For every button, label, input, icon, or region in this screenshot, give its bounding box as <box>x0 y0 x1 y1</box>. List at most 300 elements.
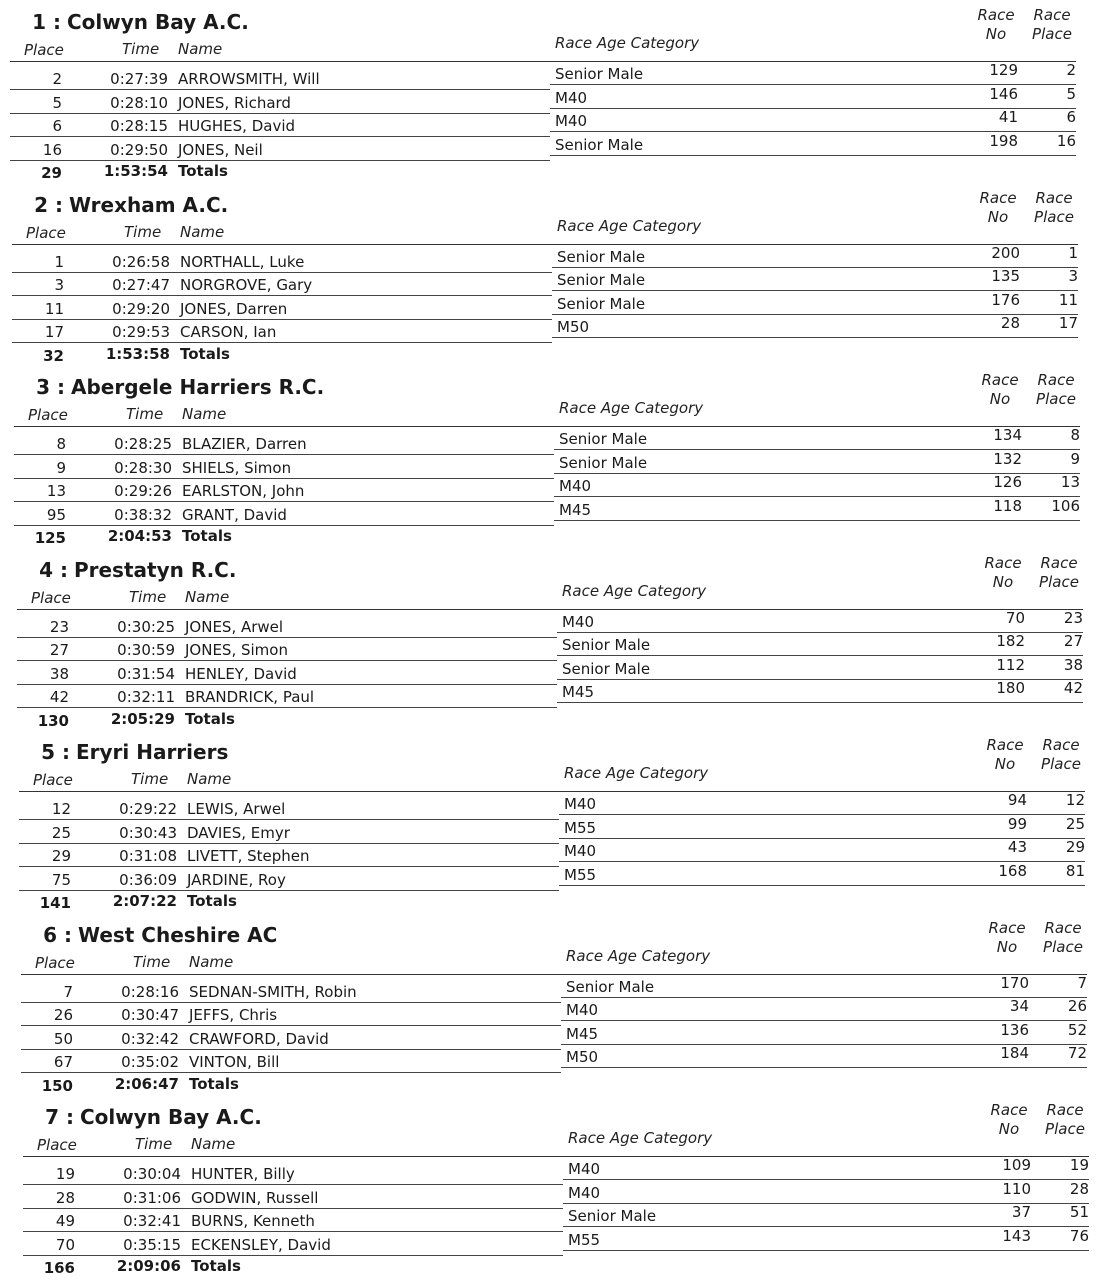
runner-name: HUNTER, Billy <box>191 1165 295 1183</box>
runner-category: M45 <box>559 500 592 519</box>
header-race-place-line2: Place <box>1039 572 1079 591</box>
runner-row <box>10 84 1076 112</box>
team-rank: 2 <box>34 192 48 217</box>
team-name: West Cheshire AC <box>77 922 278 947</box>
runner-name: CARSON, Ian <box>180 323 277 341</box>
totals-row <box>12 344 1072 367</box>
runner-race-place: 42 <box>1063 679 1083 697</box>
header-race-no <box>979 736 1031 774</box>
totals-row <box>23 1256 1083 1279</box>
totals-row <box>17 709 1077 732</box>
runner-time: 0:30:25 <box>117 617 175 636</box>
header-name: Name <box>180 222 225 241</box>
header-race-place <box>1030 371 1082 409</box>
runner-race-place: 76 <box>1069 1226 1089 1245</box>
runner-race-place: 5 <box>1066 84 1076 103</box>
header-category: Race Age Category <box>555 34 700 52</box>
runner-race-no: 99 <box>1007 814 1027 833</box>
runner-time: 0:29:50 <box>110 140 168 159</box>
runner-row <box>17 679 1083 706</box>
runner-place: 38 <box>49 664 69 683</box>
team-block <box>21 918 1087 1103</box>
runner-time: 0:32:11 <box>117 688 175 706</box>
header-time: Time <box>126 405 164 423</box>
runner-row <box>12 290 1078 318</box>
runner-time: 0:30:43 <box>119 823 177 842</box>
runner-row <box>19 791 1085 818</box>
header-race-no-line2: No <box>998 1120 1020 1138</box>
header-rule <box>21 974 1087 975</box>
header-time: Time <box>131 770 169 788</box>
runner-category: Senior Male <box>555 65 644 83</box>
runner-time: 0:31:08 <box>119 847 177 865</box>
runner-row <box>23 1179 1089 1207</box>
header-race-place-line2: Place <box>1041 755 1081 773</box>
runner-name: JONES, Richard <box>178 93 291 112</box>
header-time: Time <box>122 40 160 58</box>
runner-name: VINTON, Bill <box>189 1053 280 1071</box>
runner-row <box>12 243 1078 271</box>
header-time: Time <box>135 1135 173 1153</box>
runner-time: 0:30:47 <box>121 1006 179 1024</box>
header-rule <box>23 1156 1089 1157</box>
runner-race-no: 129 <box>989 61 1018 79</box>
runner-race-no: 70 <box>1005 608 1025 627</box>
runner-place: 25 <box>51 823 71 842</box>
runner-place: 67 <box>53 1053 73 1071</box>
runner-row <box>21 973 1087 1001</box>
header-race-place-line1: Race <box>1035 188 1073 207</box>
runner-name: GODWIN, Russell <box>191 1188 319 1207</box>
runner-place: 2 <box>52 70 62 88</box>
runner-race-place: 106 <box>1051 496 1080 515</box>
runner-race-no: 168 <box>998 861 1027 880</box>
runner-place: 26 <box>53 1006 73 1024</box>
runner-name: JONES, Neil <box>178 140 263 159</box>
team-rank-separator: : <box>55 740 70 764</box>
runner-row <box>17 655 1083 683</box>
runner-row <box>14 426 1080 453</box>
totals-row <box>19 891 1079 914</box>
runner-time: 0:32:41 <box>123 1212 181 1230</box>
runner-race-place: 13 <box>1060 473 1080 491</box>
runner-category: Senior Male <box>559 430 648 448</box>
header-place: Place <box>28 406 68 424</box>
runner-race-place: 11 <box>1058 290 1078 309</box>
header-race-no-line1: Race <box>988 918 1026 937</box>
runner-race-place: 16 <box>1056 131 1076 150</box>
total-points: 32 <box>43 346 64 365</box>
runner-race-place: 6 <box>1066 108 1076 126</box>
runner-place: 3 <box>54 276 64 294</box>
runner-name: SHIELS, Simon <box>182 458 292 477</box>
header-category: Race Age Category <box>559 399 704 417</box>
runner-time: 0:29:22 <box>119 800 177 818</box>
runner-name: LEWIS, Arwel <box>187 800 286 818</box>
totals-label: Totals <box>178 162 228 180</box>
runner-race-place: 9 <box>1070 449 1080 468</box>
runner-race-no: 198 <box>989 131 1018 150</box>
runner-race-no: 200 <box>991 243 1020 262</box>
totals-label: Totals <box>185 709 235 728</box>
runner-row <box>19 861 1085 889</box>
runner-name: JEFFS, Chris <box>189 1006 278 1024</box>
runner-place: 75 <box>51 870 71 889</box>
totals-row <box>10 161 1070 184</box>
runner-race-place: 7 <box>1077 973 1087 992</box>
runner-row <box>10 131 1076 159</box>
runner-category: M40 <box>564 795 597 813</box>
runner-race-no: 136 <box>1000 1020 1029 1039</box>
team-title <box>12 193 228 217</box>
row-rule-right <box>563 1250 1089 1251</box>
runner-row <box>19 838 1085 865</box>
team-block <box>17 553 1083 738</box>
runner-time: 0:30:59 <box>117 641 175 659</box>
team-rank-separator: : <box>48 192 63 217</box>
runner-name: NORTHALL, Luke <box>180 252 305 271</box>
runner-race-place: 28 <box>1069 1179 1089 1198</box>
runner-category: M50 <box>566 1048 599 1066</box>
runner-race-place: 51 <box>1069 1203 1089 1221</box>
header-race-place-line2: Place <box>1034 207 1074 226</box>
totals-label: Totals <box>187 892 237 910</box>
runner-race-no: 170 <box>1000 973 1029 992</box>
runner-place: 95 <box>46 505 66 524</box>
totals-row <box>21 1074 1081 1097</box>
runner-race-place: 27 <box>1063 632 1083 650</box>
header-name: Name <box>189 952 234 971</box>
runner-time: 0:32:42 <box>121 1029 179 1048</box>
team-name: Prestatyn R.C. <box>73 557 237 582</box>
team-rank-separator: : <box>59 1105 74 1129</box>
total-time: 2:06:47 <box>114 1074 179 1093</box>
header-category: Race Age Category <box>564 764 709 782</box>
team-name: Wrexham A.C. <box>68 192 229 217</box>
header-race-no-line2: No <box>985 25 1007 43</box>
header-name: Name <box>185 587 230 606</box>
team-name: Eryri Harriers <box>75 740 229 764</box>
total-points: 29 <box>41 164 62 182</box>
total-points: 125 <box>34 529 66 547</box>
header-race-place <box>1035 736 1087 774</box>
runner-name: JONES, Darren <box>180 299 288 318</box>
runner-name: HENLEY, David <box>185 664 297 683</box>
runner-name: JONES, Arwel <box>185 617 284 636</box>
team-title <box>14 375 324 399</box>
runner-race-no: 94 <box>1007 791 1027 809</box>
runner-time: 0:38:32 <box>114 505 172 524</box>
header-name: Name <box>191 1135 236 1153</box>
runner-name: HUGHES, David <box>178 117 296 135</box>
header-race-place <box>1033 554 1085 592</box>
runner-time: 0:27:39 <box>110 70 168 88</box>
runner-race-no: 176 <box>991 290 1020 309</box>
total-time: 1:53:54 <box>103 162 168 180</box>
runner-place: 28 <box>55 1188 75 1207</box>
runner-time: 0:28:30 <box>114 458 172 477</box>
runner-time: 0:29:20 <box>112 299 170 318</box>
runner-race-place: 12 <box>1065 791 1085 809</box>
runner-race-no: 180 <box>996 679 1025 697</box>
header-race-no-line1: Race <box>981 371 1019 389</box>
totals-label: Totals <box>189 1074 239 1093</box>
header-race-place <box>1026 6 1078 44</box>
header-race-no-line2: No <box>989 390 1011 408</box>
runner-race-place: 81 <box>1065 861 1085 880</box>
runner-place: 9 <box>56 458 66 477</box>
runner-name: ECKENSLEY, David <box>191 1235 331 1254</box>
header-race-place-line1: Race <box>1037 371 1075 389</box>
runner-race-no: 109 <box>1002 1156 1031 1174</box>
runner-race-place: 25 <box>1065 814 1085 833</box>
header-category: Race Age Category <box>557 216 702 235</box>
runner-category: M40 <box>566 1001 599 1019</box>
header-rule <box>14 426 1080 427</box>
header-name: Name <box>187 770 232 788</box>
runner-name: BLAZIER, Darren <box>182 435 307 453</box>
runner-place: 8 <box>56 435 66 453</box>
runner-category: Senior Male <box>557 271 646 289</box>
team-rank-separator: : <box>57 922 72 947</box>
runner-race-place: 23 <box>1063 608 1083 627</box>
team-block <box>14 371 1080 555</box>
team-name: Abergele Harriers R.C. <box>70 375 325 399</box>
header-race-place-line2: Place <box>1036 390 1076 408</box>
runner-place: 1 <box>54 252 64 271</box>
runner-category: Senior Male <box>555 135 644 154</box>
header-race-no-line1: Race <box>986 736 1024 754</box>
runner-name: SEDNAN-SMITH, Robin <box>189 982 357 1001</box>
header-rule <box>12 244 1078 245</box>
header-race-place-line2: Place <box>1045 1120 1085 1138</box>
team-rank: 6 <box>43 922 57 947</box>
team-title <box>21 923 277 947</box>
header-race-place <box>1028 189 1080 227</box>
header-race-no-line1: Race <box>977 6 1015 24</box>
runner-category: M55 <box>564 865 597 884</box>
row-rule-right <box>550 155 1076 156</box>
header-race-place-line1: Race <box>1033 6 1071 24</box>
header-category: Race Age Category <box>568 1129 713 1147</box>
team-name: Colwyn Bay A.C. <box>66 10 249 34</box>
runner-race-no: 110 <box>1002 1179 1031 1198</box>
header-place: Place <box>24 41 64 59</box>
header-race-no-line2: No <box>994 755 1016 773</box>
runner-race-no: 43 <box>1007 838 1027 856</box>
runner-row <box>17 608 1083 636</box>
runner-race-no: 28 <box>1000 314 1020 332</box>
header-race-no-line2: No <box>996 937 1018 956</box>
runner-row <box>21 997 1087 1024</box>
runner-race-no: 118 <box>993 496 1022 515</box>
runner-race-place: 52 <box>1067 1020 1087 1039</box>
runner-row <box>23 1203 1089 1230</box>
team-block <box>23 1101 1089 1285</box>
runner-category: M55 <box>564 818 597 837</box>
runner-category: M40 <box>568 1160 601 1178</box>
runner-category: M45 <box>566 1024 599 1043</box>
runner-name: JONES, Simon <box>185 641 288 659</box>
totals-label: Totals <box>180 344 230 363</box>
header-time: Time <box>129 587 167 606</box>
team-name: Colwyn Bay A.C. <box>79 1105 262 1129</box>
runner-category: Senior Male <box>562 636 651 654</box>
runner-time: 0:29:26 <box>114 482 172 500</box>
runner-race-place: 17 <box>1058 314 1078 332</box>
team-rank: 7 <box>45 1105 59 1129</box>
runner-race-no: 41 <box>998 108 1018 126</box>
runner-row <box>10 108 1076 135</box>
team-rank: 1 <box>32 10 46 34</box>
runner-time: 0:29:53 <box>112 323 170 341</box>
runner-place: 16 <box>42 140 62 159</box>
team-title <box>17 558 236 582</box>
header-race-place-line2: Place <box>1032 25 1072 43</box>
runner-name: ARROWSMITH, Will <box>178 70 320 88</box>
runner-row <box>23 1156 1089 1183</box>
totals-label: Totals <box>182 527 232 545</box>
runner-race-no: 126 <box>993 473 1022 491</box>
team-rank-separator: : <box>46 10 61 34</box>
header-race-place-line2: Place <box>1043 937 1083 956</box>
team-rank: 5 <box>41 740 55 764</box>
header-place: Place <box>33 771 73 789</box>
header-race-place <box>1037 919 1089 957</box>
runner-time: 0:26:58 <box>112 252 170 271</box>
header-rule <box>17 609 1083 610</box>
runner-place: 17 <box>44 323 64 341</box>
runner-name: BRANDRICK, Paul <box>185 688 315 706</box>
runner-row <box>21 1044 1087 1071</box>
runner-place: 42 <box>49 688 69 706</box>
total-time: 2:07:22 <box>112 892 177 910</box>
header-race-place-line1: Race <box>1042 736 1080 754</box>
runner-name: EARLSTON, John <box>182 482 305 500</box>
runner-time: 0:28:10 <box>110 93 168 112</box>
team-rank: 4 <box>39 557 53 582</box>
header-race-no-line1: Race <box>990 1101 1028 1119</box>
header-time: Time <box>133 952 171 971</box>
runner-row <box>14 496 1080 524</box>
runner-name: CRAWFORD, David <box>189 1029 329 1048</box>
runner-race-no: 37 <box>1011 1203 1031 1221</box>
row-rule-right <box>557 702 1083 703</box>
header-rule <box>19 791 1085 792</box>
runner-category: Senior Male <box>557 294 646 313</box>
runner-row <box>14 449 1080 477</box>
runner-time: 0:36:09 <box>119 870 177 889</box>
row-rule-right <box>552 337 1078 338</box>
header-race-place-line1: Race <box>1044 918 1082 937</box>
runner-category: Senior Male <box>568 1207 657 1225</box>
header-race-no <box>972 189 1024 227</box>
runner-place: 23 <box>49 617 69 636</box>
runner-row <box>23 1226 1089 1254</box>
header-race-no <box>970 6 1022 44</box>
team-title <box>19 740 228 764</box>
header-place: Place <box>35 953 75 972</box>
header-race-no-line1: Race <box>979 188 1017 207</box>
runner-time: 0:35:02 <box>121 1053 179 1071</box>
runner-row <box>14 473 1080 500</box>
header-place: Place <box>37 1136 77 1154</box>
header-race-no <box>981 919 1033 957</box>
runner-race-place: 26 <box>1067 997 1087 1015</box>
header-time: Time <box>124 222 162 241</box>
row-rule-right <box>561 1067 1087 1068</box>
team-rank-separator: : <box>53 557 68 582</box>
header-name: Name <box>178 40 223 58</box>
totals-label: Totals <box>191 1257 241 1275</box>
header-race-no-line2: No <box>987 207 1009 226</box>
runner-race-no: 112 <box>996 655 1025 674</box>
runner-time: 0:27:47 <box>112 276 170 294</box>
runner-row <box>10 61 1076 88</box>
total-time: 2:04:53 <box>107 527 172 545</box>
runner-place: 6 <box>52 117 62 135</box>
team-block <box>12 188 1078 373</box>
runner-category: M40 <box>559 477 592 495</box>
runner-race-no: 184 <box>1000 1044 1029 1062</box>
runner-place: 50 <box>53 1029 73 1048</box>
runner-race-no: 132 <box>993 449 1022 468</box>
runner-name: NORGROVE, Gary <box>180 276 313 294</box>
runner-row <box>21 1020 1087 1048</box>
runner-time: 0:28:25 <box>114 435 172 453</box>
runner-race-place: 38 <box>1063 655 1083 674</box>
runner-time: 0:30:04 <box>123 1165 181 1183</box>
team-rank: 3 <box>36 375 50 399</box>
total-points: 166 <box>43 1259 75 1277</box>
runner-place: 13 <box>46 482 66 500</box>
runner-row <box>12 314 1078 341</box>
header-rule <box>10 61 1076 62</box>
runner-race-place: 72 <box>1067 1044 1087 1062</box>
runner-category: M40 <box>568 1183 601 1202</box>
runner-race-no: 134 <box>993 426 1022 444</box>
runner-category: Senior Male <box>562 659 651 678</box>
row-rule-right <box>559 885 1085 886</box>
total-time: 2:09:06 <box>116 1257 181 1275</box>
runner-race-place: 29 <box>1065 838 1085 856</box>
header-category: Race Age Category <box>562 581 707 600</box>
runner-race-place: 3 <box>1068 267 1078 285</box>
team-title <box>10 10 249 34</box>
header-race-place-line1: Race <box>1046 1101 1084 1119</box>
totals-row <box>14 526 1074 549</box>
runner-time: 0:31:54 <box>117 664 175 683</box>
runner-category: Senior Male <box>559 453 648 472</box>
runner-row <box>17 632 1083 659</box>
runner-race-no: 34 <box>1009 997 1029 1015</box>
runner-name: GRANT, David <box>182 505 287 524</box>
runner-race-place: 2 <box>1066 61 1076 79</box>
runner-place: 49 <box>55 1212 75 1230</box>
runner-name: LIVETT, Stephen <box>187 847 310 865</box>
runner-race-no: 143 <box>1002 1226 1031 1245</box>
team-block <box>19 736 1085 920</box>
total-points: 141 <box>39 894 71 912</box>
header-category: Race Age Category <box>566 946 711 965</box>
runner-place: 27 <box>49 641 69 659</box>
header-race-no <box>974 371 1026 409</box>
total-points: 150 <box>41 1076 73 1095</box>
runner-place: 5 <box>52 93 62 112</box>
header-race-place-line1: Race <box>1040 553 1078 572</box>
runner-name: JARDINE, Roy <box>187 870 286 889</box>
runner-place: 29 <box>51 847 71 865</box>
